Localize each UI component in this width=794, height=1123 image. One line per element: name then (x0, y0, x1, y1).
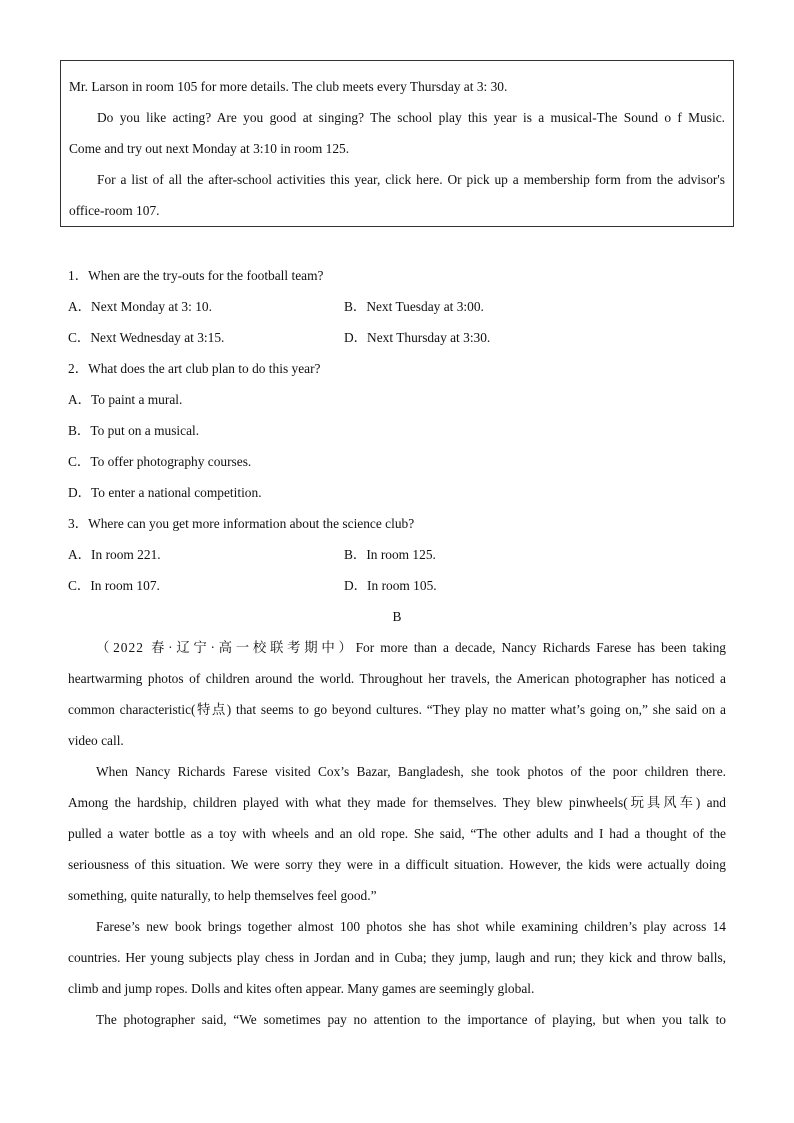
option-a[interactable]: A．Next Monday at 3: 10. (68, 299, 212, 314)
option-b[interactable]: B．In room 125. (344, 547, 436, 562)
option-b[interactable]: B．Next Tuesday at 3:00. (344, 299, 484, 314)
passage-a-line: Do you like acting? Are you good at singing? The school play this year is a musical-The Sound o f Music. (97, 110, 725, 125)
option-d[interactable]: D．Next Thursday at 3:30. (344, 330, 491, 345)
passage-b-line: seriousness of this situation. We were sorry they were in a difficult situation. However, the kids were actually doing (68, 857, 726, 872)
question-2-stem: 2．What does the art club plan to do this year? (68, 361, 321, 376)
passage-a-line: office-room 107. (69, 203, 160, 218)
passage-b-line: heartwarming photos of children around the world. Throughout her travels, the American photographer has noticed a (68, 671, 726, 686)
passage-b-line: climb and jump ropes. Dolls and kites often appear. Many games are seemingly global. (68, 981, 535, 996)
option-a[interactable]: A．In room 221. (68, 547, 161, 562)
question-3-stem: 3．Where can you get more information about the science club? (68, 516, 415, 531)
passage-a-line: For a list of all the after-school activities this year, click here. Or pick up a membership form from the advisor's (97, 172, 725, 187)
passage-b-line: countries. Her young subjects play chess in Jordan and in Cuba; they jump, laugh and run; they kick and throw balls, (68, 950, 726, 965)
option-a[interactable]: A．To paint a mural. (68, 392, 183, 407)
passage-a-line: Mr. Larson in room 105 for more details. The club meets every Thursday at 3: 30. (69, 79, 508, 94)
passage-b-line: The photographer said, “We sometimes pay no attention to the importance of playing, but when you talk to (96, 1012, 726, 1027)
section-b-heading: B (392, 609, 402, 624)
question-3-options (68, 570, 726, 601)
passage-b-line: When Nancy Richards Farese visited Cox’s Bazar, Bangladesh, she took photos of the poor children there. (96, 764, 726, 779)
passage-a-box (60, 60, 734, 227)
passage-b-line: Among the hardship, children played with what they made for themselves. They blew pinwheels(玩具风车) and (68, 795, 726, 810)
passage-b-line: something, quite naturally, to help themselves feel good.” (68, 888, 377, 903)
option-c[interactable]: C．In room 107. (68, 578, 160, 593)
passage-b-line: common characteristic(特点) that seems to go beyond cultures. “They play no matter what’s going on,” she said on a (68, 702, 726, 717)
passage-b-line: pulled a water bottle as a toy with wheels and an old rope. She said, “The other adults and I had a thought of the (68, 826, 726, 841)
source-note: （2022 春·辽宁·高一校联考期中） (96, 640, 356, 655)
passage-a-line: Come and try out next Monday at 3:10 in room 125. (69, 141, 350, 156)
option-d[interactable]: D．To enter a national competition. (68, 485, 262, 500)
passage-b-line: （2022 春·辽宁·高一校联考期中）For more than a decade, Nancy Richards Farese has been taking (96, 640, 726, 655)
passage-b-line: Farese’s new book brings together almost 100 photos she has shot while examining children’s play across 14 (96, 919, 726, 934)
question-1-options (68, 322, 726, 353)
option-c[interactable]: C．To offer photography courses. (68, 454, 252, 469)
question-3-options (68, 539, 726, 570)
questions-and-passage-b (68, 260, 726, 1035)
passage-b-line: video call. (68, 733, 124, 748)
question-1-stem: 1．When are the try-outs for the football team? (68, 268, 324, 283)
option-b[interactable]: B．To put on a musical. (68, 423, 200, 438)
option-c[interactable]: C．Next Wednesday at 3:15. (68, 330, 225, 345)
option-d[interactable]: D．In room 105. (344, 578, 437, 593)
question-1-options (68, 291, 726, 322)
